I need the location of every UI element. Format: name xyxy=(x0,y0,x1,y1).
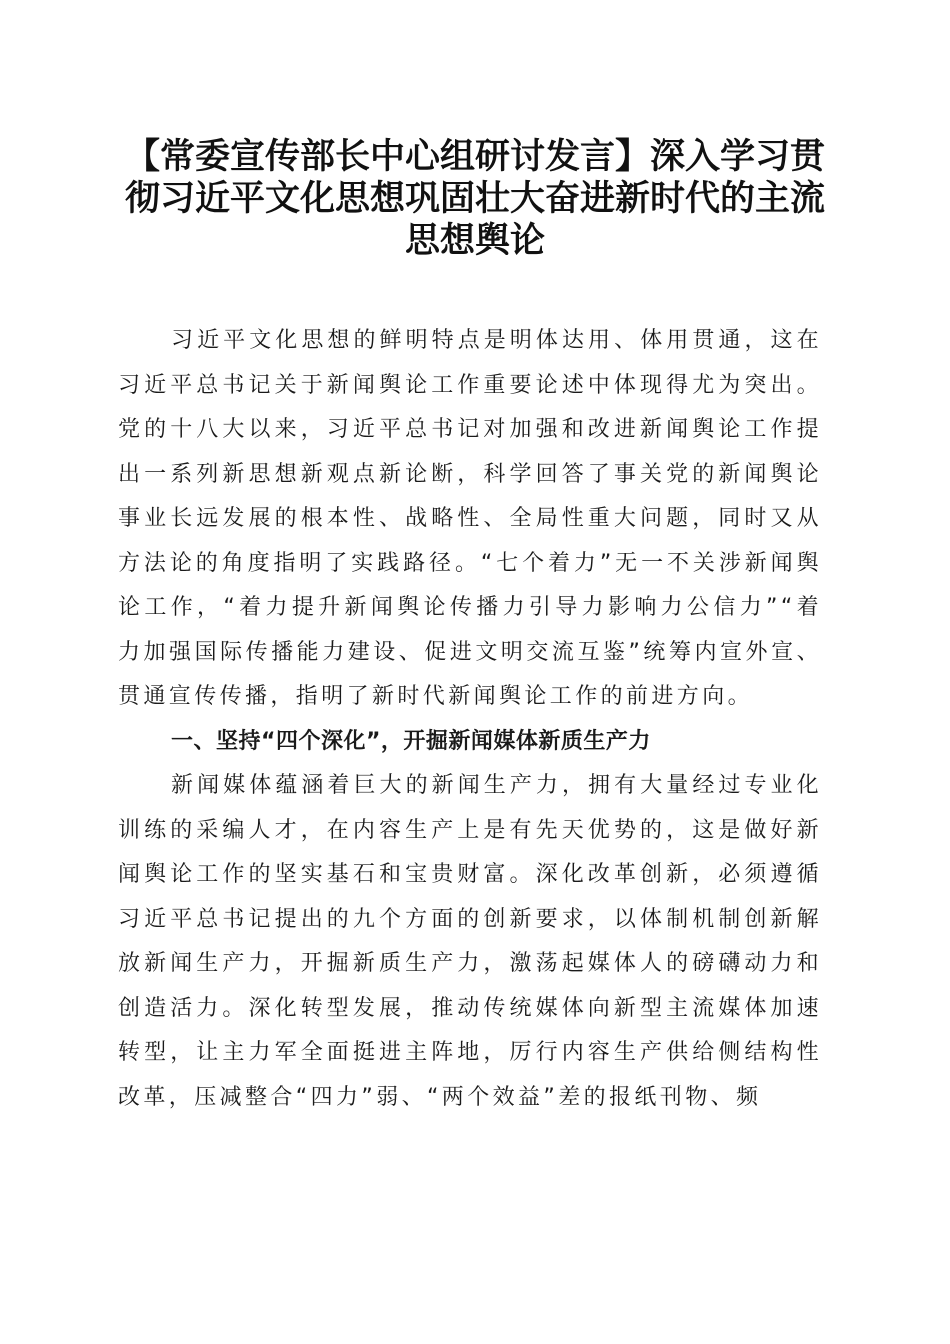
document-body xyxy=(118,319,822,1120)
document-title: 【常委宣传部长中心组研讨发言】深入学习贯彻习近平文化思想巩固壮大奋进新时代的主流思想舆论 xyxy=(124,136,825,261)
intro-paragraph: 习近平文化思想的鲜明特点是明体达用、体用贯通，这在习近平总书记关于新闻舆论工作重要论述中体现得尤为突出。党的十八大以来，习近平总书记对加强和改进新闻舆论工作提出一系列新思想新观点新论断，科学回答了事关党的新闻舆论事业长远发展的根本性、战略性、全局性重大问题，同时又从方法论的角度指明了实践路径。“七个着力”无一不关涉新闻舆论工作，“着力提升新闻舆论传播力引导力影响力公信力”“着力加强国际传播能力建设、促进文明交流互鉴”统筹内宣外宣、贯通宣传传播，指明了新时代新闻舆论工作的前进方向。 xyxy=(118,328,822,709)
section-heading: 一、坚持“四个深化”，开掘新闻媒体新质生产力 xyxy=(171,728,651,754)
section-paragraph: 新闻媒体蕴涵着巨大的新闻生产力，拥有大量经过专业化训练的采编人才，在内容生产上是有先天优势的，这是做好新闻舆论工作的坚实基石和宝贵财富。深化改革创新，必须遵循习近平总书记提出的九个方面的创新要求，以体制机制创新解放新闻生产力，开掘新质生产力，激荡起媒体人的磅礴动力和创造活力。深化转型发展，推动传统媒体向新型主流媒体加速转型，让主力军全面挺进主阵地，厉行内容生产供给侧结构性改革，压减整合“四力”弱、“两个效益”差的报纸刊物、频 xyxy=(118,773,822,1110)
